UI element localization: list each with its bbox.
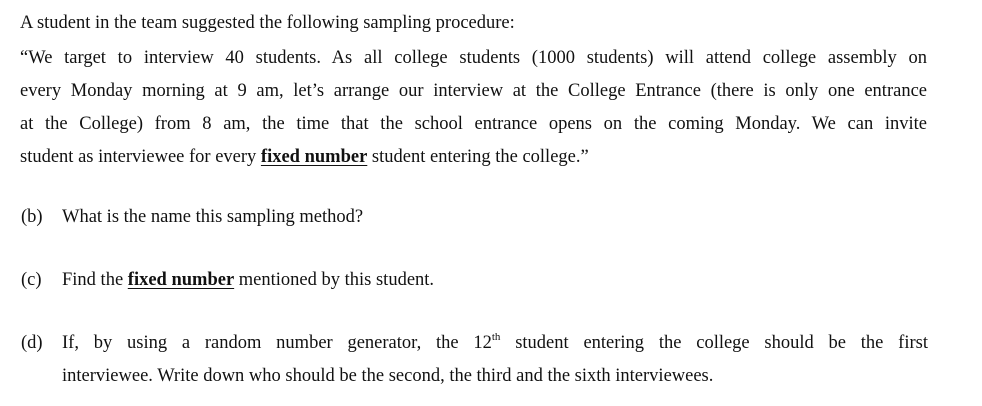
- question-d-line-1-post: student entering the college should be the first: [500, 333, 928, 353]
- question-c-pre: Find the: [62, 270, 128, 290]
- intro-line-5-pre: student as interviewee for every: [20, 147, 261, 167]
- intro-line-2: “We target to interview 40 students. As all college students (1000 students) will attend college assembly on: [20, 48, 927, 68]
- question-b-label: (b): [21, 207, 43, 227]
- question-c-label: (c): [21, 270, 42, 290]
- question-b-text: What is the name this sampling method?: [62, 207, 364, 227]
- intro-line-3: every Monday morning at 9 am, let’s arrange our interview at the College Entrance (there is only one entrance: [20, 81, 927, 101]
- question-c-post: mentioned by this student.: [234, 270, 435, 290]
- intro-line-5-post: student entering the college.”: [367, 147, 589, 167]
- question-d-line-1-pre: If, by using a random number generator, the 12: [62, 333, 492, 353]
- fixed-number-term: fixed number: [260, 147, 368, 167]
- question-d-label: (d): [21, 333, 43, 353]
- question-c-fixed-number: fixed number: [127, 270, 235, 290]
- question-d-superscript: th: [491, 330, 501, 343]
- intro-line-5: [20, 145, 589, 169]
- intro-line-4: at the College) from 8 am, the time that the school entrance opens on the coming Monday. We can invite: [20, 114, 927, 134]
- intro-line-1: A student in the team suggested the following sampling procedure:: [20, 13, 515, 33]
- question-c-text: [62, 268, 434, 292]
- question-d-line-2: interviewee. Write down who should be the second, the third and the sixth interviewees.: [62, 366, 714, 386]
- question-d-line-1: [62, 331, 928, 355]
